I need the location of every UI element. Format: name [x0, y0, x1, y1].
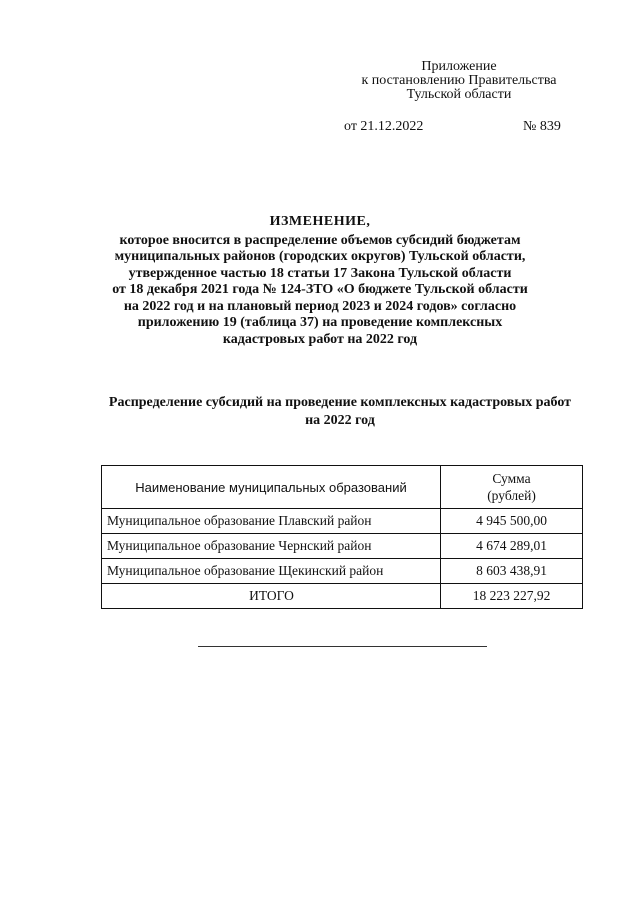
- total-amount: 18 223 227,92: [441, 584, 583, 609]
- total-label: ИТОГО: [102, 584, 441, 609]
- decree-date: от 21.12.2022: [344, 119, 424, 134]
- title-line: муниципальных районов (городских округов) Тульской области,: [114, 249, 526, 264]
- header-sum-unit: (рублей): [487, 488, 536, 503]
- caption-line: Распределение субсидий на проведение комплексных кадастровых работ: [108, 395, 572, 410]
- row-amount: 8 603 438,91: [441, 559, 583, 584]
- decree-number: № 839: [523, 119, 561, 134]
- table-row: [102, 559, 583, 584]
- table-caption: [60, 394, 620, 430]
- subsidy-table: [101, 465, 583, 609]
- title-line: утвержденное частью 18 статьи 17 Закона Тульской области: [128, 265, 512, 281]
- row-municipality: Муниципальное образование Чернский район: [102, 534, 441, 559]
- annex-decree-ref: к постановлению Правительства: [361, 73, 557, 88]
- caption-line: на 2022 год: [305, 413, 375, 428]
- table-row: [102, 534, 583, 559]
- title-line: кадастровых работ на 2022 год: [222, 331, 418, 347]
- header-municipality: Наименование муниципальных образований: [102, 466, 441, 509]
- row-municipality: Муниципальное образование Плавский район: [102, 509, 441, 534]
- table-header-row: [102, 466, 583, 509]
- table-row: [102, 509, 583, 534]
- document-title: [60, 214, 580, 348]
- closing-divider: [198, 646, 487, 647]
- header-sum-label: Сумма: [492, 471, 531, 486]
- title-line: которое вносится в распределение объемов субсидий бюджетам: [119, 232, 521, 248]
- header-sum: [441, 466, 583, 509]
- title-heading: ИЗМЕНЕНИЕ,: [269, 214, 371, 229]
- title-line: на 2022 год и на плановый период 2023 и 2024 годов» согласно: [123, 298, 517, 314]
- annex-block: [340, 60, 578, 102]
- row-amount: 4 945 500,00: [441, 509, 583, 534]
- title-line: приложению 19 (таблица 37) на проведение комплексных: [137, 315, 503, 330]
- table-total-row: [102, 584, 583, 609]
- row-municipality: Муниципальное образование Щекинский район: [102, 559, 441, 584]
- title-line: от 18 декабря 2021 года № 124-ЗТО «О бюджете Тульской области: [112, 282, 528, 297]
- annex-region: Тульской области: [406, 87, 512, 102]
- annex-title: Приложение: [421, 59, 497, 74]
- row-amount: 4 674 289,01: [441, 534, 583, 559]
